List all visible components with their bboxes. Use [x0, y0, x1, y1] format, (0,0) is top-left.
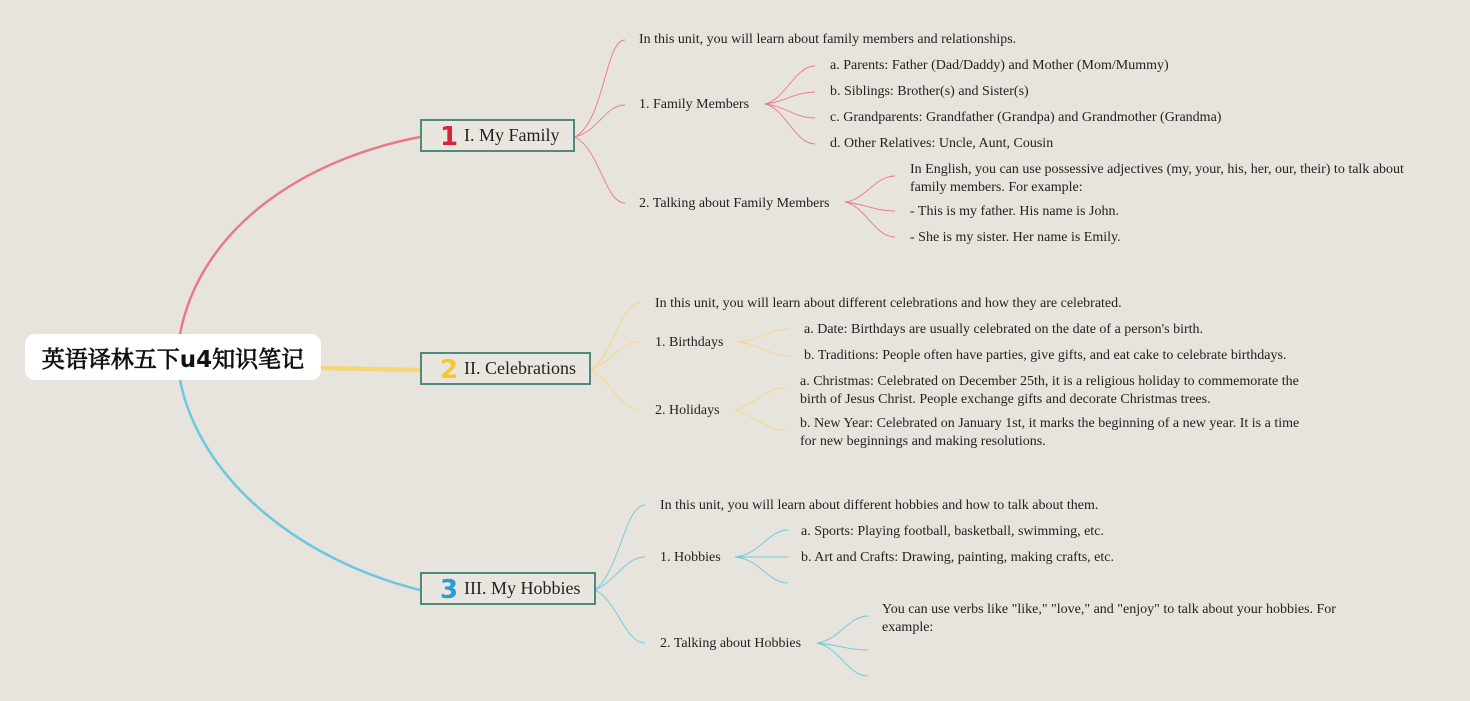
list-item[interactable]: d. Other Relatives: Uncle, Aunt, Cousin [830, 136, 1054, 151]
topic-my-family[interactable] [420, 119, 575, 152]
subtopic-holidays[interactable]: 2. Holidays [655, 403, 720, 418]
topic-intro[interactable]: In this unit, you will learn about different hobbies and how to talk about them. [660, 498, 1099, 513]
topic-intro[interactable]: In this unit, you will learn about different celebrations and how they are celebrated. [655, 296, 1122, 311]
list-item[interactable]: b. New Year: Celebrated on January 1st, it marks the beginning of a new year. It is a time for new beginnings and making resolutions. [800, 416, 1300, 448]
topic-label: I. My Family [464, 125, 560, 145]
list-item[interactable]: a. Christmas: Celebrated on December 25th, it is a religious holiday to commemorate the birth of Jesus Christ. People exchange gifts and decorate Christmas trees. [800, 374, 1299, 406]
subtopic-birthdays[interactable]: 1. Birthdays [655, 335, 724, 350]
list-item[interactable]: c. Grandparents: Grandfather (Grandpa) and Grandmother (Grandma) [830, 110, 1222, 125]
list-item[interactable]: a. Date: Birthdays are usually celebrated on the date of a person's birth. [804, 322, 1204, 337]
list-item[interactable]: - This is my father. His name is John. [910, 204, 1119, 219]
subtopic-family-members[interactable]: 1. Family Members [639, 97, 750, 112]
number-badge-icon: 3 [440, 575, 459, 605]
subtopic-hobbies[interactable]: 1. Hobbies [660, 550, 721, 565]
list-item[interactable]: b. Traditions: People often have parties, give gifts, and eat cake to celebrate birthdays. [804, 348, 1287, 363]
topic-my-hobbies[interactable] [420, 572, 596, 605]
number-badge-icon: 2 [440, 355, 459, 385]
topic-label: II. Celebrations [464, 358, 576, 378]
root-title: 英语译林五下u4知识笔记 [41, 346, 305, 373]
list-item[interactable]: - She is my sister. Her name is Emily. [910, 230, 1121, 245]
list-item[interactable]: a. Sports: Playing football, basketball, swimming, etc. [801, 524, 1104, 539]
topic-label: III. My Hobbies [464, 578, 581, 598]
topic-intro[interactable]: In this unit, you will learn about family members and relationships. [639, 32, 1017, 47]
subtopic-talking-family[interactable]: 2. Talking about Family Members [639, 196, 830, 211]
number-badge-icon: 1 [440, 122, 459, 152]
list-item[interactable]: You can use verbs like "like," "love," and "enjoy" to talk about your hobbies. For example: [882, 602, 1336, 634]
list-item[interactable]: In English, you can use possessive adjectives (my, your, his, her, our, their) to talk about family members. For example: [910, 162, 1404, 194]
root-topic[interactable] [25, 334, 321, 380]
list-item[interactable]: b. Art and Crafts: Drawing, painting, making crafts, etc. [801, 550, 1114, 565]
topic-celebrations[interactable] [420, 352, 591, 385]
connector-root-topic2 [320, 368, 420, 370]
list-item[interactable]: a. Parents: Father (Dad/Daddy) and Mother (Mom/Mummy) [830, 58, 1169, 73]
subtopic-talking-hobbies[interactable]: 2. Talking about Hobbies [660, 636, 802, 651]
list-item[interactable]: b. Siblings: Brother(s) and Sister(s) [830, 84, 1029, 99]
connector-root-topic3 [180, 380, 420, 590]
connector-root-topic1 [180, 137, 420, 334]
